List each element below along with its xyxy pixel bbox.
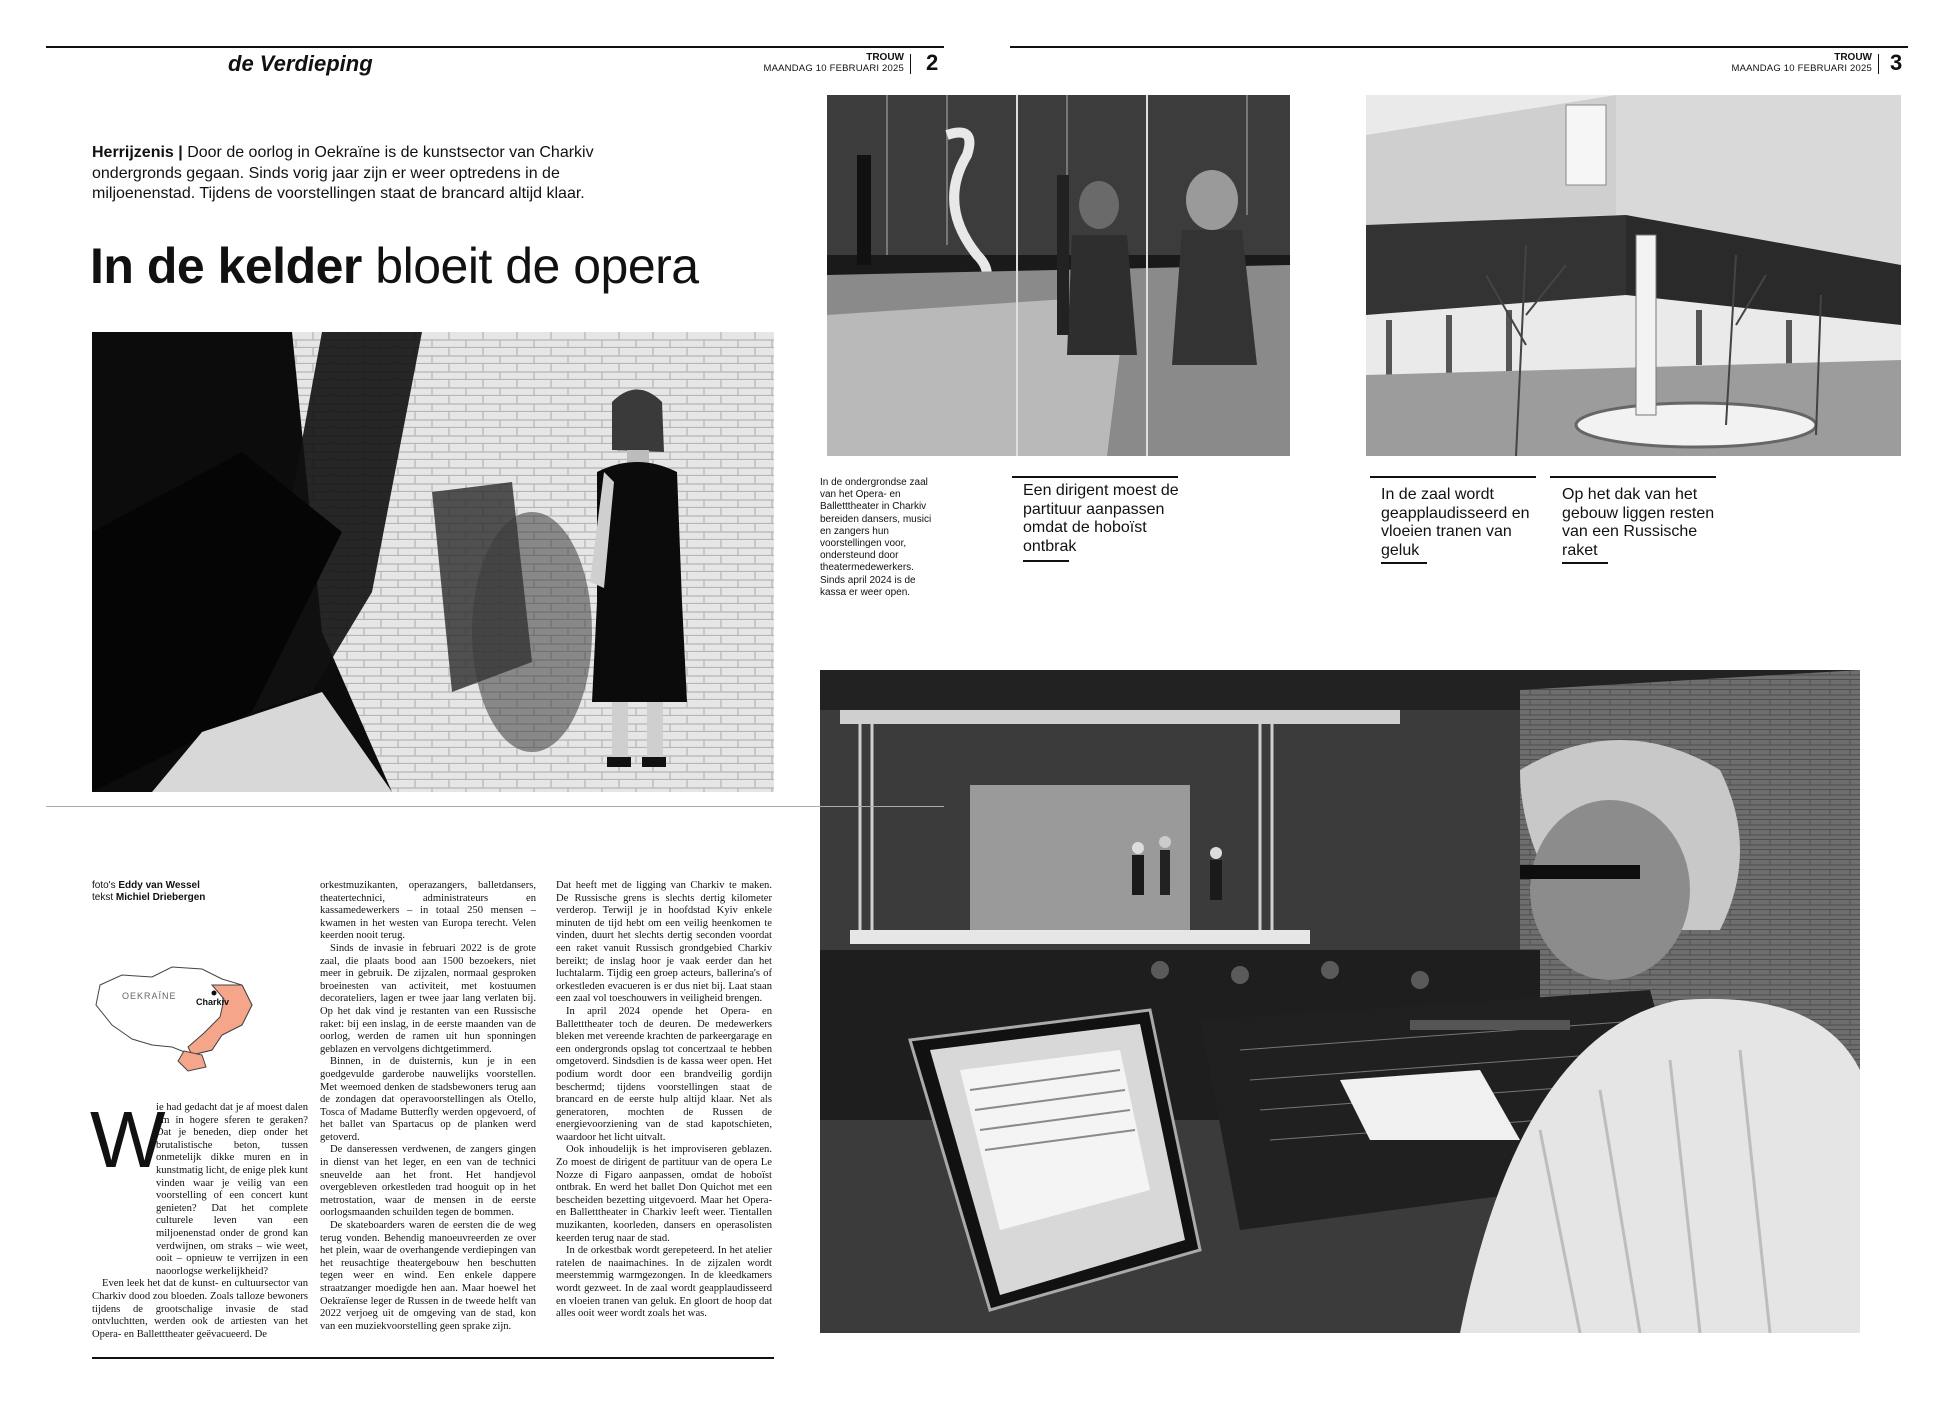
- article-paragraph: In de orkestbak wordt gerepeteerd. In het atelier ratelen de naaimachines. In de zijzalen wordt meerstemmig warmgezongen. In de kleedkamers wordt gezweet. In de zaal wordt geapplaudisseerd en vloeien tranen van geluk. En gloort de hoop dat alles ooit weer wordt zoals het was.: [556, 1245, 772, 1320]
- brand-name: TROUW: [1834, 52, 1872, 63]
- section-title: de Verdieping: [228, 51, 373, 76]
- photo-credit: foto's Eddy van Wessel: [92, 880, 200, 891]
- article-column-1: [90, 1095, 308, 1341]
- pull-quote-3: Op het dak van het gebouw liggen resten van een Russische raket: [1562, 486, 1715, 559]
- header-divider: [1878, 54, 1879, 74]
- ukraine-map-art: [92, 955, 262, 1075]
- page-number-left: 2: [926, 50, 939, 75]
- quote-end-rule: [1381, 562, 1427, 564]
- quote-end-rule: [1562, 562, 1608, 564]
- article-column-2: [320, 880, 536, 1333]
- article-paragraph: ie had gedacht dat je af moest dalen om in hogere sferen te geraken? Dat je beneden, diep onder het brutalistische beton, tussen onmetelijk dikke muren en in kunstmatig licht, de enige plek kunt vinden waar je veilig van een voorstelling of een concert kunt genieten? Dat het complete culturele leven van een miljoenenstad onder de grond kan verdwijnen, om straks – wie weet, ooit – opnieuw te verrijzen in een naoorlogse werkelijkheid?: [156, 1102, 308, 1277]
- photo-mixing-desk: [820, 670, 1860, 1333]
- ukraine-map: [92, 955, 262, 1075]
- article-paragraph: Binnen, in de duisternis, kun je in een goedgevulde garderobe nauwelijks voorstellen. Met weemoed denken de stadsbewoners terug aan de zondagen dat operavoorstellingen als Otello, Tosca of Madame Butterfly werden opgevoerd, of het ballet van Spartacus op de planken werd getoverd.: [320, 1056, 536, 1143]
- photo-stage-art: [827, 95, 1290, 456]
- headline-bold: In de kelder: [90, 238, 362, 294]
- intro-text: Door de oorlog in Oekraïne is de kunstsector van Charkiv ondergronds gegaan. Sinds vorig jaar zijn er weer optredens in de miljoenenstad. Tijdens de voorstellingen staat de brancard altijd klaar.: [92, 144, 594, 202]
- photo-dancer-basement: [92, 332, 774, 792]
- map-city-label: Charkiv: [196, 997, 230, 1007]
- article-paragraph: De danseressen verdwenen, de zangers gingen in dienst van het leger, en een van de technici sneuvelde aan het front. Het handjevol overgebleven orkestleden trad hooguit op in het metrostation, waar de mensen in de eerste oorlogsmaanden schuilden tegen de bommen.: [320, 1144, 536, 1219]
- bottom-rule: [92, 1357, 774, 1359]
- article-paragraph: Dat heeft met de ligging van Charkiv te maken. De Russische grens is slechts dertig kilometer verderop. Terwijl je in hoofdstad Kyiv enkele minuten de tijd hebt om een veilig heenkomen te vinden, duurt het slechts dertig seconden voordat een raket vanuit Russisch grondgebied Charkiv bereikt; de inslag hoor je vaak eerder dan het luchtalarm. Tijdig een groep acteurs, ballerina's of orkestleden evacueren is er dus niet bij. Laat staan een zaal vol toeschouwers in veiligheid brengen.: [556, 880, 772, 1005]
- intro-paragraph: [92, 143, 632, 205]
- divider-rule: [46, 806, 944, 807]
- photo-mixing-art: [820, 670, 1860, 1333]
- quote-end-rule: [1023, 560, 1069, 562]
- issue-date: MAANDAG 10 FEBRUARI 2025: [763, 63, 904, 74]
- brand-name: TROUW: [866, 52, 904, 63]
- headline: [90, 238, 699, 294]
- pull-quote-2: In de zaal wordt geapplaudisseerd en vloeien tranen van geluk: [1381, 486, 1530, 559]
- article-paragraph: De skateboarders waren de eersten die de weg terug vonden. Behendig manoeuvreerden ze over het plein, waar de overhangende verdiepingen van het reusachtige theatergebouw hen beschutten tegen weer en wind. Een enkele dappere straatzanger moedigde hen aan. Maar hoewel het Oekraïense leger de Russen in de tweede helft van 2022 verjoeg uit de omgeving van de stad, kon van een muziekvoorstelling geen sprake zijn.: [320, 1220, 536, 1332]
- headline-light: bloeit de opera: [361, 238, 699, 294]
- top-rule-left: [46, 46, 944, 48]
- article-paragraph: orkestmuzikanten, operazangers, balletdansers, theatertechnici, administrateurs en kassamedewerkers – in totaal 250 mensen – kwamen in het westen van Europa terecht. Velen keerden nooit terug.: [320, 880, 536, 942]
- photo-stage-rehearsal: [827, 95, 1290, 456]
- photo-dancer-art: [92, 332, 774, 792]
- article-paragraph: Ook inhoudelijk is het improviseren geblazen. Zo moest de dirigent de partituur van de opera Le Nozze di Figaro aanpassen, omdat de hoboïst ontbrak. En werd het ballet Don Quichot met een bescheiden bezetting uitgevoerd. Maar het Opera- en Balletttheater in Charkiv leeft weer. Tientallen muzikanten, koorleden, dansers en operasolisten keerden terug naar de stad.: [556, 1144, 772, 1244]
- page-number-right: 3: [1890, 50, 1903, 75]
- left-header-meta: [700, 52, 904, 74]
- pull-quote-1: Een dirigent moest de partituur aanpassen omdat de hoboïst ontbrak: [1023, 482, 1179, 555]
- photo-building-art: [1366, 95, 1901, 456]
- quote-rule: [1012, 476, 1178, 478]
- photo-caption: In de ondergrondse zaal van het Opera- en Balletttheater in Charkiv bereiden dansers, musici en zangers hun voorstellingen voor, ondersteund door theatermedewerkers. Sinds april 2024 is de kassa er weer open.: [820, 477, 932, 598]
- right-header-meta: [1668, 52, 1872, 74]
- top-rule-right: [1010, 46, 1908, 48]
- article-paragraph: Sinds de invasie in februari 2022 is de grote zaal, die plaats bood aan 1500 bezoekers, niet meer in gebruik. De zijzalen, normaal gesproken broeinesten van activiteit, met kostuumen decorateliers, lagen er twee jaar lang verlaten bij. Op het dak vind je restanten van een Russische raket: bij een inslag, in de eerste maanden van de oorlog, werden de ramen uit hun sponningen geblazen en vervolgens dichtgetimmerd.: [320, 942, 536, 1055]
- article-paragraph: Even leek het dat de kunst- en cultuursector van Charkiv dood zou bloeden. Zoals talloze bewoners tijdens de grootschalige invasie de stad ontvluchtten, werden ook de artiesten van het Opera- en Balletttheater geëvacueerd. De: [92, 1278, 308, 1340]
- header-divider: [910, 54, 911, 74]
- map-country-label: OEKRAÏNE: [122, 991, 177, 1001]
- credits: [92, 880, 272, 904]
- article-paragraph: In april 2024 opende het Opera- en Balletttheater toch de deuren. De medewerkers bleken met vereende krachten de parkeergarage en een ondergronds opslag tot concertzaal te hebben omgetoverd. Sindsdien is de kassa weer open. Het podium wordt door een brandveilig gordijn beschermd; tijdens voorstellingen staat de brancard en de eerste hulp altijd klaar. Net als generatoren, mochten de Russen de energievoorziening van de stad kapotschieten, waardoor het licht uitvalt.: [556, 1005, 772, 1143]
- quote-rule: [1370, 476, 1536, 478]
- text-credit: tekst Michiel Driebergen: [92, 892, 206, 903]
- photo-theater-building: [1366, 95, 1901, 456]
- intro-kicker: Herrijzenis |: [92, 144, 183, 161]
- issue-date: MAANDAG 10 FEBRUARI 2025: [1731, 63, 1872, 74]
- article-column-3: [556, 880, 772, 1321]
- dropcap: W: [90, 1095, 166, 1184]
- quote-rule: [1550, 476, 1716, 478]
